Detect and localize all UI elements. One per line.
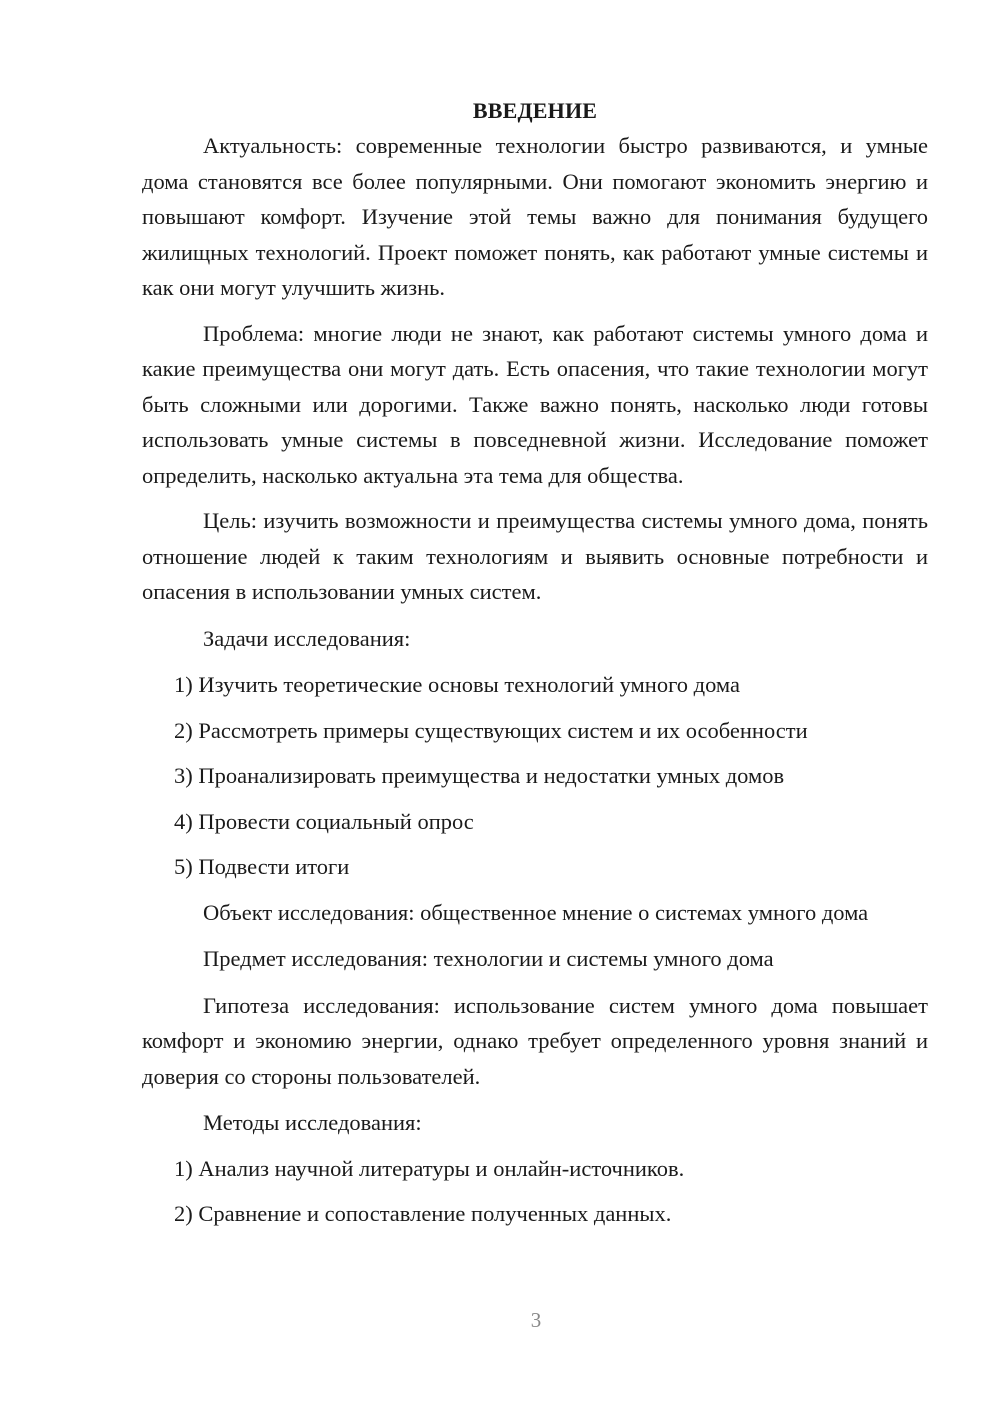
paragraph-object: Объект исследования: общественное мнение о системах умного дома bbox=[203, 899, 869, 925]
task-item-4: 4) Провести социальный опрос bbox=[174, 808, 474, 834]
method-item-1: 1) Анализ научной литературы и онлайн-источников. bbox=[174, 1155, 685, 1181]
paragraph-problem: Проблема: многие люди не знают, как работают системы умного дома и какие преимущества они могут дать. Есть опасения, что такие технологии могут быть сложными или дорогими. Также важно понять, насколько люди готовы использовать умные системы в повседневной жизни. Исследование поможет определить, насколько актуальна эта тема для общества. bbox=[142, 320, 928, 488]
section-heading: ВВЕДЕНИЕ bbox=[472, 98, 598, 123]
task-item-5: 5) Подвести итоги bbox=[174, 854, 350, 879]
methods-label: Методы исследования: bbox=[203, 1110, 422, 1135]
paragraph-subject: Предмет исследования: технологии и системы умного дома bbox=[203, 946, 774, 971]
tasks-label: Задачи исследования: bbox=[203, 625, 411, 651]
page-content bbox=[142, 93, 928, 1232]
task-item-3: 3) Проанализировать преимущества и недостатки умных домов bbox=[174, 763, 785, 788]
task-item-2: 2) Рассмотреть примеры существующих систем и их особенности bbox=[174, 717, 808, 743]
task-item-1: 1) Изучить теоретические основы технологий умного дома bbox=[174, 672, 740, 697]
paragraph-goal: Цель: изучить возможности и преимущества системы умного дома, понять отношение людей к таким технологиям и выявить основные потребности и опасения в использовании умных систем. bbox=[142, 508, 928, 604]
method-item-2: 2) Сравнение и сопоставление полученных данных. bbox=[174, 1201, 672, 1226]
paragraph-relevance: Актуальность: современные технологии быстро развиваются, и умные дома становятся все более популярными. Они помогают экономить энергию и повышают комфорт. Изучение этой темы важно для понимания будущего жилищных технологий. Проект поможет понять, как работают умные системы и как они могут улучшить жизнь. bbox=[142, 133, 928, 300]
page-number: 3 bbox=[530, 1308, 542, 1332]
paragraph-hypothesis: Гипотеза исследования: использование систем умного дома повышает комфорт и экономию энергии, однако требует определенного уровня знаний и доверия со стороны пользователей. bbox=[142, 992, 928, 1089]
